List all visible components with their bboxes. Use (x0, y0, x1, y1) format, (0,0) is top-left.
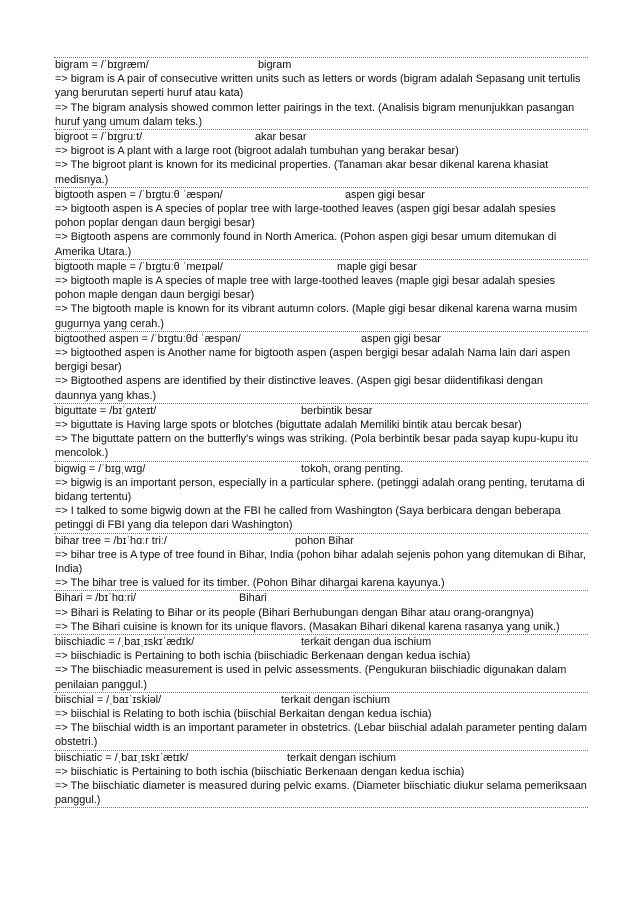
entry-header (55, 130, 587, 144)
entry-gloss: aspen gigi besar (345, 188, 425, 201)
dictionary-entry (54, 187, 588, 259)
entry-definition: => bigtooth aspen is A species of poplar tree with large-toothed leaves (aspen gigi besar adalah spesies pohon poplar dengan daun bergigi besar) (55, 202, 556, 230)
entry-definition: => bihar tree is A type of tree found in Bihar, India (pohon bihar adalah sejenis pohon yang ditemukan di Bihar, India) (55, 548, 586, 575)
entry-header (55, 635, 587, 649)
entry-definition: => biischial is Relating to both ischia (biischial Berkaitan dengan kedua ischia) (55, 707, 432, 720)
entry-definition: => Bihari is Relating to Bihar or its people (Bihari Berhubungan dengan Bihar atau orang-orangnya) (55, 606, 534, 619)
dictionary-entry (54, 259, 588, 331)
dictionary-entry (54, 461, 588, 533)
entry-header (55, 260, 587, 274)
entry-header (55, 693, 587, 707)
entry-gloss: Bihari (239, 592, 267, 605)
entry-header (55, 751, 587, 765)
entry-definition: => bigwig is an important person, especially in a particular sphere. (petinggi adalah orang penting, terutama di bidang tertentu) (55, 476, 585, 503)
entry-definition: => biguttate is Having large spots or blotches (biguttate adalah Memiliki bintik atau bercak besar) (55, 418, 522, 431)
entry-gloss: terkait dengan dua ischium (301, 635, 432, 648)
entry-example: => The bigroot plant is known for its medicinal properties. (Tanaman akar besar dikenal karena khasiat medisnya.) (55, 159, 549, 186)
dictionary-entry (54, 129, 588, 187)
dictionary-entry (54, 750, 588, 809)
entry-gloss: pohon Bihar (295, 534, 354, 547)
entry-gloss: aspen gigi besar (361, 332, 441, 345)
entry-header (55, 404, 587, 418)
entry-term: bigroot = /ˈbɪɡruːt/ (55, 131, 143, 143)
entry-term: bihar tree = /bɪˈhɑːr triː/ (55, 534, 167, 547)
entry-gloss: berbintik besar (301, 404, 373, 417)
entry-term: biischiatic = /ˌbaɪˌɪskɪˈætɪk/ (55, 751, 189, 764)
entry-definition: => biischiatic is Pertaining to both ischia (biischiatic Berkenaan dengan kedua ischia) (55, 765, 465, 778)
entry-term: bigtooth aspen = /ˈbɪɡtuːθ ˈæspən/ (55, 188, 223, 201)
entry-definition: => bigtooth maple is A species of maple tree with large-toothed leaves (maple gigi besar adalah spesies pohon maple dengan daun bergigi besar) (55, 274, 556, 302)
entry-term: bigram = /ˈbɪɡræm/ (55, 59, 149, 71)
dictionary-entry (54, 403, 588, 461)
entry-term: bigtooth maple = /ˈbɪɡtuːθ ˈmeɪpəl/ (55, 260, 223, 273)
dictionary-entry (54, 533, 588, 591)
dictionary-page (54, 57, 588, 808)
entry-term: bigtoothed aspen = /ˈbɪɡtuːθd ˈæspən/ (55, 332, 241, 345)
entry-example: => The bigram analysis showed common letter pairings in the text. (Analisis bigram menunjukkan pasangan huruf yang umum dalam teks.) (55, 101, 575, 128)
entry-gloss: maple gigi besar (337, 260, 417, 273)
entry-definition: => biischiadic is Pertaining to both ischia (biischiadic Berkenaan dengan kedua ischia) (55, 650, 471, 663)
entry-example: => Bigtooth aspens are commonly found in North America. (Pohon aspen gigi besar umum ditemukan di Amerika Utara.) (55, 231, 557, 258)
entry-example: => I talked to some bigwig down at the FBI he called from Washington (Saya berbicara dengan beberapa petinggi di FBI yang dia telepon dari Washington) (55, 505, 561, 532)
entry-term: bigwig = /ˈbɪɡˌwɪɡ/ (55, 462, 146, 475)
entry-definition: => bigtoothed aspen is Another name for bigtooth aspen (aspen bergigi besar adalah Nama lain dari aspen bergigi besar) (55, 346, 571, 374)
entry-example: => The Bihari cuisine is known for its unique flavors. (Masakan Bihari dikenal karena rasanya yang unik.) (55, 620, 560, 633)
entry-example: => The biischiatic diameter is measured during pelvic exams. (Diameter biischiatic diukur selama pemeriksaan panggul.) (55, 779, 587, 807)
entry-example: => The biischiadic measurement is used in pelvic assessments. (Pengukuran biischiadic digunakan dalam penilaian panggul.) (55, 664, 567, 691)
entry-header (55, 58, 587, 72)
entry-example: => The bigtooth maple is known for its vibrant autumn colors. (Maple gigi besar dikenal karena warna musim gugurnya yang cerah.) (55, 303, 578, 330)
entry-example: => The bihar tree is valued for its timber. (Pohon Bihar dihargai karena kayunya.) (55, 577, 445, 590)
dictionary-entry (54, 634, 588, 692)
entry-gloss: bigram (258, 59, 292, 71)
entry-gloss: terkait dengan ischium (287, 751, 396, 764)
entry-definition: => bigroot is A plant with a large root (bigroot adalah tumbuhan yang berakar besar) (55, 145, 459, 158)
entry-header (55, 188, 587, 202)
entry-header (55, 534, 587, 548)
entry-header (55, 462, 587, 476)
dictionary-entry (54, 692, 588, 750)
entry-gloss: akar besar (255, 131, 307, 143)
entry-example: => The biguttate pattern on the butterfly's wings was striking. (Pola berbintik besar pada sayap kupu-kupu itu mencolok.) (55, 433, 579, 460)
entry-header (55, 332, 587, 346)
entry-term: biguttate = /bɪˈɡʌteɪt/ (55, 404, 157, 417)
entry-gloss: tokoh, orang penting. (301, 462, 404, 475)
dictionary-entry (54, 331, 588, 403)
entry-term: biischiadic = /ˌbaɪˌɪskɪˈædɪk/ (55, 635, 195, 648)
entry-term: Bihari = /bɪˈhɑːri/ (55, 592, 137, 605)
entry-example: => Bigtoothed aspens are identified by their distinctive leaves. (Aspen gigi besar diidentifikasi dengan daunnya yang khas.) (55, 375, 543, 402)
dictionary-entry (54, 57, 588, 129)
entry-term: biischial = /ˌbaɪˈɪskiəl/ (55, 693, 162, 706)
entry-header (55, 591, 587, 605)
entry-example: => The biischial width is an important parameter in obstetrics. (Lebar biischial adalah parameter penting dalam obstetri.) (55, 722, 587, 749)
dictionary-entry (54, 590, 588, 634)
entry-definition: => bigram is A pair of consecutive written units such as letters or words (bigram adalah Sepasang unit tertulis yang berurutan seperti huruf atau kata) (55, 73, 581, 100)
entry-gloss: terkait dengan ischium (281, 693, 390, 706)
